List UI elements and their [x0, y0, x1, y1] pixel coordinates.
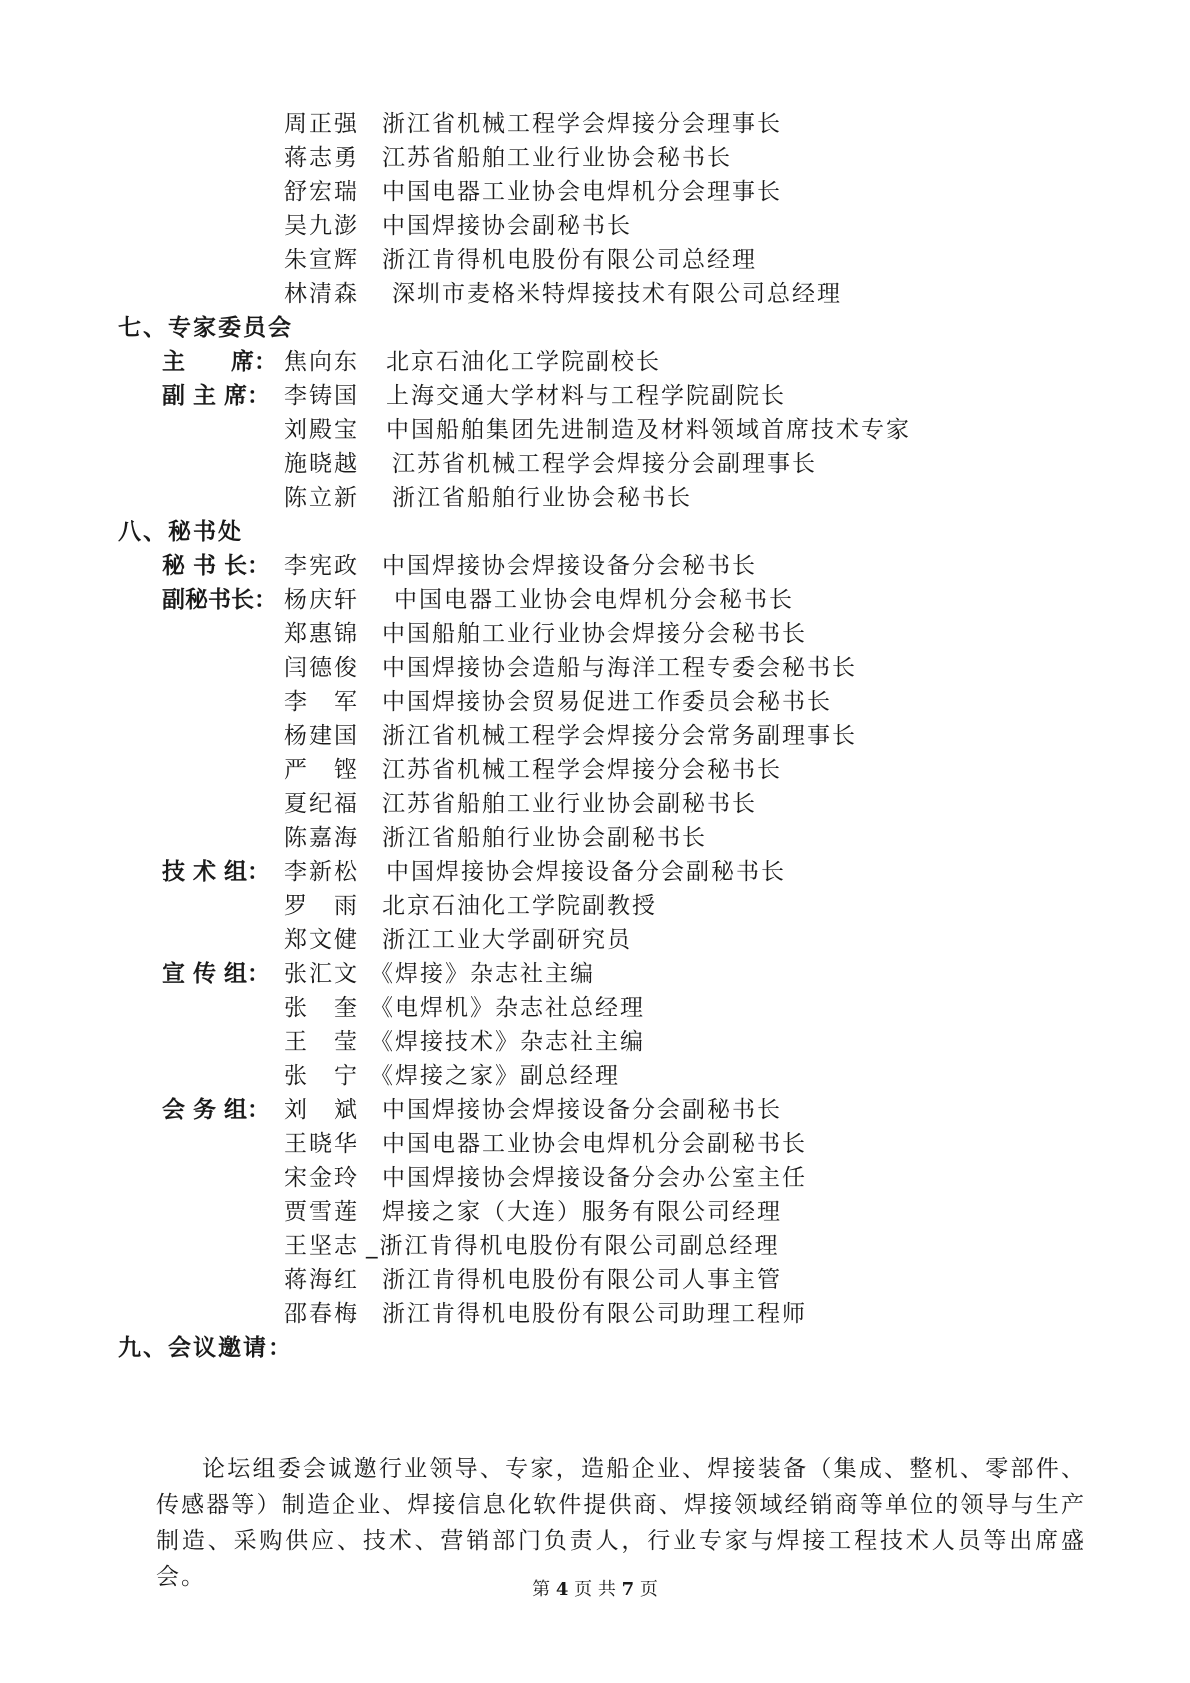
role-label: 会 务 组：	[162, 1097, 271, 1123]
member-name: 林清森	[284, 281, 359, 307]
member-title: 江苏省机械工程学会焊接分会秘书长	[382, 757, 782, 783]
member-title: 中国焊接协会焊接设备分会副秘书长	[382, 1097, 782, 1123]
member-name: 周正强	[284, 111, 359, 137]
member-name: 邵春梅	[284, 1301, 359, 1327]
member-name: 张 宁	[284, 1063, 359, 1089]
member-name: 杨庆轩	[284, 587, 359, 613]
member-title: 中国电器工业协会电焊机分会理事长	[382, 179, 782, 205]
member-name: 张汇文	[284, 961, 359, 987]
role-label: 副 主 席：	[162, 383, 271, 409]
member-title: 江苏省机械工程学会焊接分会副理事长	[392, 451, 817, 477]
role-label: 秘 书 长：	[162, 553, 271, 579]
member-title: 中国焊接协会副秘书长	[382, 213, 632, 239]
member-name: 闫德俊	[284, 655, 359, 681]
member-name: 夏纪福	[284, 791, 359, 817]
member-title: 中国焊接协会贸易促进工作委员会秘书长	[382, 689, 832, 715]
member-name: 罗 雨	[284, 893, 359, 919]
footer-prefix: 第	[532, 1579, 551, 1600]
role-label: 副秘书长：	[162, 587, 277, 613]
total-pages: 7	[621, 1579, 635, 1600]
member-name: 宋金玲	[284, 1165, 359, 1191]
member-name: 舒宏瑞	[284, 179, 359, 205]
member-name: 吴九澎	[284, 213, 359, 239]
member-name: 李新松	[284, 859, 359, 885]
member-name: 张 奎	[284, 995, 359, 1021]
member-title: 浙江省机械工程学会焊接分会理事长	[382, 111, 782, 137]
member-name: 刘殿宝	[284, 417, 359, 443]
member-name: 郑惠锦	[284, 621, 359, 647]
member-title: 《焊接》杂志社主编	[370, 961, 595, 987]
member-title: 浙江肯得机电股份有限公司总经理	[382, 247, 757, 273]
member-name: 陈嘉海	[284, 825, 359, 851]
member-title: 中国电器工业协会电焊机分会副秘书长	[382, 1131, 807, 1157]
member-name: 朱宣辉	[284, 247, 359, 273]
member-name: 王 莹	[284, 1029, 359, 1055]
role-label: 技 术 组：	[162, 859, 271, 885]
member-name: 严 铿	[284, 757, 359, 783]
role-label: 主 席：	[162, 349, 277, 375]
footer-suffix: 页	[639, 1579, 658, 1600]
member-title: 浙江肯得机电股份有限公司人事主管	[382, 1267, 782, 1293]
member-name: 李铸国	[284, 383, 359, 409]
page-number: 4	[555, 1579, 569, 1600]
member-title: _浙江肯得机电股份有限公司副总经理	[366, 1233, 780, 1259]
member-title: 浙江工业大学副研究员	[382, 927, 632, 953]
member-title: 浙江肯得机电股份有限公司助理工程师	[382, 1301, 807, 1327]
role-label: 宣 传 组：	[162, 961, 271, 987]
member-title: 中国船舶集团先进制造及材料领域首席技术专家	[386, 417, 911, 443]
member-name: 蒋志勇	[284, 145, 359, 171]
member-title: 中国焊接协会焊接设备分会办公室主任	[382, 1165, 807, 1191]
member-title: 江苏省船舶工业行业协会秘书长	[382, 145, 732, 171]
section-heading-experts: 七、专家委员会	[118, 315, 293, 341]
member-title: 浙江省船舶行业协会秘书长	[392, 485, 692, 511]
section-heading-secretariat: 八、秘书处	[118, 519, 243, 545]
member-title: 江苏省船舶工业行业协会副秘书长	[382, 791, 757, 817]
member-name: 贾雪莲	[284, 1199, 359, 1225]
member-title: 浙江省机械工程学会焊接分会常务副理事长	[382, 723, 857, 749]
member-name: 郑文健	[284, 927, 359, 953]
member-title: 北京石油化工学院副教授	[382, 893, 657, 919]
member-title: 焊接之家（大连）服务有限公司经理	[382, 1199, 782, 1225]
member-name: 王晓华	[284, 1131, 359, 1157]
member-name: 陈立新	[284, 485, 359, 511]
section-heading-invitation: 九、会议邀请：	[118, 1335, 293, 1361]
member-name: 焦向东	[284, 349, 359, 375]
member-title: 《焊接之家》副总经理	[370, 1063, 620, 1089]
invitation-paragraph: 论坛组委会诚邀行业领导、专家，造船企业、焊接装备（集成、整机、零部件、传感器等）制造企业、焊接信息化软件提供商、焊接领域经销商等单位的领导与生产制造、采购供应、技术、营销部门负责人，行业专家与焊接工程技术人员等出席盛会。	[156, 1456, 1086, 1590]
member-name: 杨建国	[284, 723, 359, 749]
member-title: 深圳市麦格米特焊接技术有限公司总经理	[392, 281, 842, 307]
member-title: 中国电器工业协会电焊机分会秘书长	[394, 587, 794, 613]
member-name: 王坚志	[284, 1233, 359, 1259]
member-name: 蒋海红	[284, 1267, 359, 1293]
member-name: 施晓越	[284, 451, 359, 477]
member-title: 中国焊接协会焊接设备分会秘书长	[382, 553, 757, 579]
member-name: 李宪政	[284, 553, 359, 579]
footer-middle: 页 共	[574, 1579, 616, 1600]
page-footer	[0, 1575, 1190, 1601]
member-title: 《电焊机》杂志社总经理	[370, 995, 645, 1021]
member-title: 中国船舶工业行业协会焊接分会秘书长	[382, 621, 807, 647]
member-title: 浙江省船舶行业协会副秘书长	[382, 825, 707, 851]
member-title: 中国焊接协会焊接设备分会副秘书长	[386, 859, 786, 885]
member-name: 李 军	[284, 689, 359, 715]
member-title: 中国焊接协会造船与海洋工程专委会秘书长	[382, 655, 857, 681]
member-name: 刘 斌	[284, 1097, 359, 1123]
member-title: 北京石油化工学院副校长	[386, 349, 661, 375]
member-title: 《焊接技术》杂志社主编	[370, 1029, 645, 1055]
member-title: 上海交通大学材料与工程学院副院长	[386, 383, 786, 409]
